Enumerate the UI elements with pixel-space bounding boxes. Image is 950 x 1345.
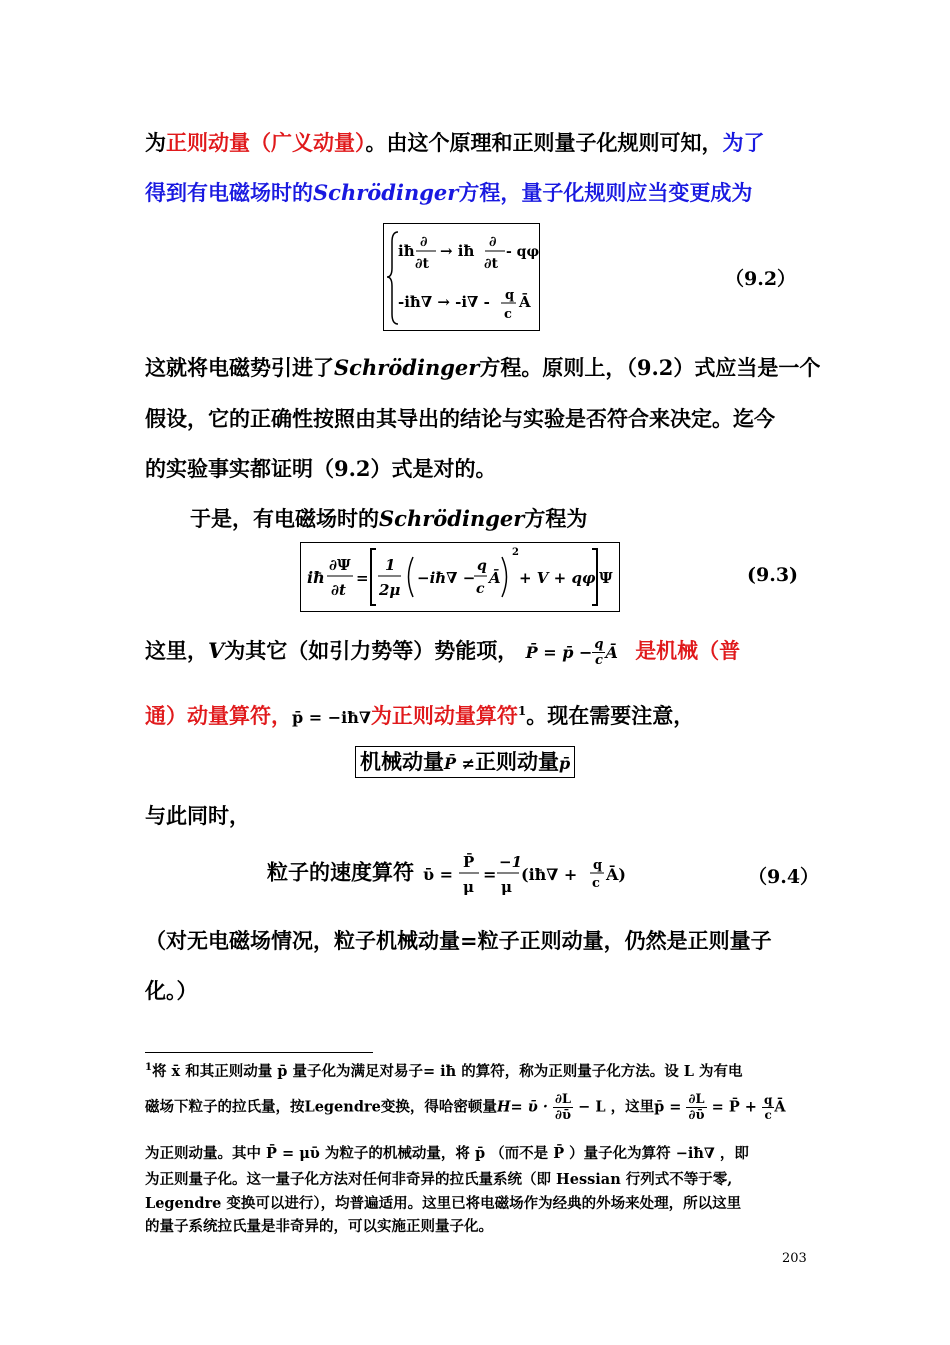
text: 机械动量 xyxy=(360,749,444,774)
text: 于是，有电磁场时的 xyxy=(190,506,379,531)
text-line-1 xyxy=(145,127,765,157)
equation-9-4 xyxy=(267,848,761,900)
footnote-line-6: 的量子系统拉氏量是非奇异的，可以实施正则量子化。 xyxy=(145,1218,493,1235)
eq-part: ῡ = xyxy=(423,865,454,884)
eq-part: q xyxy=(477,558,487,574)
fraction: $\frac{\partial L}{\text{∂ῡ}}$ xyxy=(688,1092,705,1123)
page-number: 203 xyxy=(782,1251,807,1266)
eq-part: iħ xyxy=(398,242,415,260)
footnote-marker: 1 xyxy=(517,704,527,718)
text: 将 x̄ 和其正则动量 p̄ 量子化为满足对易子= iħ 的算符，称为正则量子化方法。设 L 为有电 xyxy=(151,1063,743,1080)
footnote-rule xyxy=(145,1052,373,1053)
eq-part: Ā xyxy=(519,293,531,311)
math-inline: P̄ = p̄ − xyxy=(525,643,593,662)
text-line-9: 与此同时， xyxy=(145,803,250,828)
eq-part: −iħ∇ − xyxy=(417,569,476,587)
text-line-7 xyxy=(145,635,740,667)
text: 正则动量 xyxy=(475,749,560,774)
eq-part: 2μ xyxy=(379,581,401,599)
text-line-3 xyxy=(145,352,820,382)
eq-part: Ā xyxy=(489,569,501,587)
text-line-4: 假设，它的正确性按照由其导出的结论与实验是否符合来决定。迄今 xyxy=(145,406,775,431)
fraction: $\frac{q}{c}$ xyxy=(764,1093,773,1122)
highlight-blue: 为了 xyxy=(722,130,765,155)
equation-number: （9.4） xyxy=(748,866,820,888)
equation-9-4-math xyxy=(421,848,761,900)
eq-part: → iħ xyxy=(440,242,475,260)
eq-part: (iħ∇ + xyxy=(521,865,578,884)
highlight-red: 是机械（普 xyxy=(635,638,741,663)
eq-part: c xyxy=(476,581,485,597)
fraction: $\frac{\partial L}{\text{∂ῡ}}$ xyxy=(554,1092,572,1123)
text-italic: V xyxy=(208,638,225,663)
highlight-red: 正则动量（广义动量） xyxy=(166,130,366,155)
eq-part: 2 xyxy=(512,547,519,558)
eq-part: = xyxy=(356,569,369,587)
eq-part: q xyxy=(505,288,515,303)
fraction: $\frac{q}{c}$ xyxy=(594,637,604,668)
footnote-line-3: 为正则动量。其中 P̄ = μῡ 为粒子的机械动量，将 p̄ （而不是 P̄ ）量子化为算符 −iħ∇ ，即 xyxy=(145,1145,749,1162)
text: 得到有电磁场时的 xyxy=(145,180,313,205)
text: 这就将电磁势引进了 xyxy=(145,355,334,380)
text: 方程。原则上，（9.2）式应当是一个 xyxy=(479,355,821,380)
text-italic: Schrödinger xyxy=(313,180,459,205)
text: 。由这个原理和正则量子化规则可知， xyxy=(365,130,723,155)
text: 。现在需要注意， xyxy=(526,703,695,728)
footnote-line-2 xyxy=(145,1093,786,1122)
math-inline: Ā xyxy=(605,643,618,662)
footnote-line-1 xyxy=(145,1060,743,1081)
text-line-5: 的实验事实都证明（9.2）式是对的。 xyxy=(145,456,497,481)
text: 磁场下粒子的拉氏量，按Legendre变换，得哈密顿量 xyxy=(145,1098,497,1116)
eq-part: μ xyxy=(463,878,475,896)
text-italic: Schrödinger xyxy=(379,506,525,531)
text-italic: Schrödinger xyxy=(334,355,480,380)
eq-part: - qφ xyxy=(506,244,539,260)
text-line-6 xyxy=(190,503,587,533)
eq-part: −1 xyxy=(499,853,523,871)
math-inline: p̄ xyxy=(559,754,571,773)
highlight-red: 为正则动量算符 xyxy=(370,703,518,728)
eq-part: = xyxy=(483,865,497,884)
text-line-11: 化。） xyxy=(145,978,198,1003)
text: 方程为 xyxy=(524,506,588,531)
math-inline: p̄ = −iħ∇ xyxy=(292,708,371,727)
math-inline: P̄ ≠ xyxy=(444,754,476,773)
text: 为 xyxy=(145,130,166,155)
highlight-red: 通）动量算符， xyxy=(145,703,292,728)
eq-part: q xyxy=(593,858,603,873)
equation-number: （9.2） xyxy=(725,268,797,290)
math-inline: p̄ = xyxy=(654,1098,682,1116)
equation-9-2-box xyxy=(383,223,540,331)
eq-part: 1 xyxy=(385,556,396,574)
equation-9-3 xyxy=(301,543,619,611)
eq-part: c xyxy=(504,307,512,322)
text: − L ，这里 xyxy=(578,1098,655,1116)
text-line-10: （对无电磁场情况，粒子机械动量=粒子正则动量，仍然是正则量子 xyxy=(145,928,772,953)
text-line-2 xyxy=(145,177,752,207)
brace-icon xyxy=(387,232,398,324)
footnote-line-5: Legendre 变换可以进行），均普遍适用。这里已将电磁场作为经典的外场来处理，所以这里 xyxy=(145,1195,742,1212)
footnote-marker: 1 xyxy=(145,1062,152,1074)
equation-9-2 xyxy=(384,224,539,330)
eq-part: Ā) xyxy=(606,865,627,884)
math-inline: Ā xyxy=(774,1098,786,1116)
math-inline: = P̄ + xyxy=(711,1098,757,1116)
eq-part: ∂ xyxy=(489,234,497,250)
eq-part: -iħ∇ → -i∇ - xyxy=(398,293,490,311)
equation-9-3-box xyxy=(300,542,620,612)
boxed-statement xyxy=(355,746,575,778)
math-inline: H= ῡ · xyxy=(496,1098,548,1116)
footnote-line-4: 为正则量子化。这一量子化方法对任何非奇异的拉氏量系统（即 Hessian 行列式不等于零, xyxy=(145,1171,733,1188)
eq-part: iħ xyxy=(307,568,325,587)
text: 这里， xyxy=(145,638,208,663)
eq-part: ∂ xyxy=(420,234,428,250)
eq-part: ∂Ψ xyxy=(329,556,351,574)
text-line-8 xyxy=(145,700,694,730)
eq-part: ∂t xyxy=(331,581,346,599)
eq-part: c xyxy=(592,876,601,891)
eq-part: + V + qφ xyxy=(519,569,596,587)
eq-part: ∂t xyxy=(484,256,498,272)
text: 粒子的速度算符 xyxy=(267,859,414,885)
eq-part: ∂t xyxy=(415,256,429,272)
eq-part: P̄ xyxy=(463,853,475,871)
equation-number: (9.3) xyxy=(747,564,799,586)
text: 为其它（如引力势等）势能项， xyxy=(224,638,519,663)
text: 方程，量子化规则应当变更成为 xyxy=(458,180,753,205)
eq-part: μ xyxy=(501,878,513,896)
eq-part: Ψ xyxy=(599,569,613,587)
